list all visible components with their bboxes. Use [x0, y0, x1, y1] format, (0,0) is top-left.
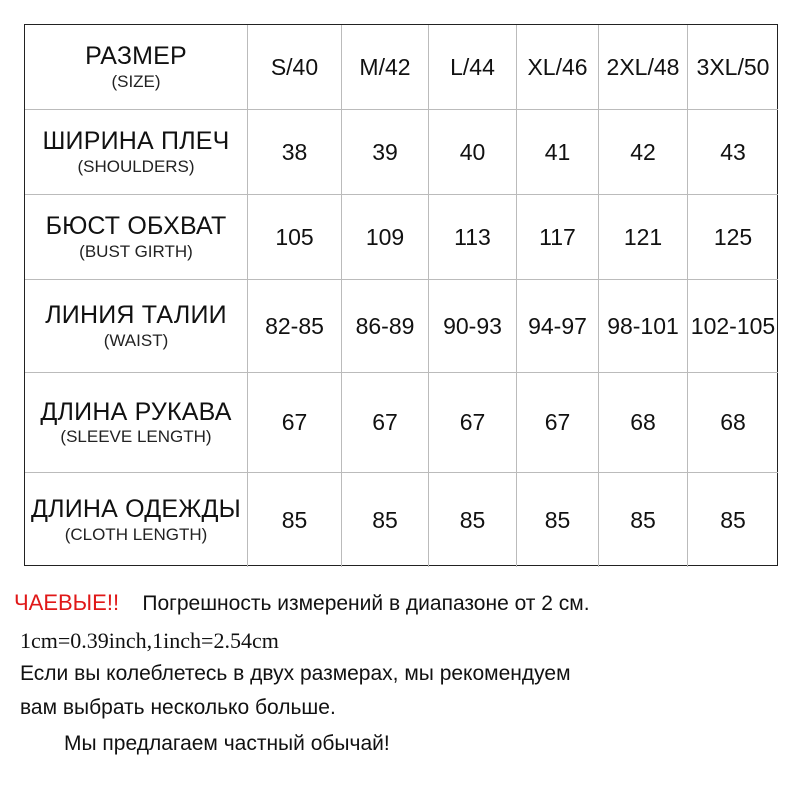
table-cell: 90-93: [429, 280, 517, 373]
header-size-en: (SIZE): [111, 71, 161, 91]
row-label-en: (SLEEVE LENGTH): [60, 427, 212, 447]
header-size-ru: РАЗМЕР: [85, 42, 187, 71]
header-size-xl: XL/46: [517, 25, 599, 110]
row-label-en: (CLOTH LENGTH): [64, 524, 208, 544]
advice-line-1: Если вы колеблетесь в двух размерах, мы рекомендуем: [20, 662, 571, 685]
size-chart-table: [24, 24, 778, 566]
table-cell: 67: [248, 373, 342, 473]
table-cell: 67: [342, 373, 429, 473]
tip-line: [14, 590, 590, 616]
table-cell: 85: [429, 473, 517, 567]
table-cell: 86-89: [342, 280, 429, 373]
row-label-shoulders: [25, 110, 248, 195]
tip-label: ЧАЕВЫЕ!!: [14, 590, 120, 615]
table-cell: 105: [248, 195, 342, 280]
table-cell: 43: [688, 110, 778, 195]
table-cell: 121: [599, 195, 688, 280]
conversion-note: 1cm=0.39inch,1inch=2.54cm: [20, 628, 279, 653]
row-label-ru: БЮСТ ОБХВАТ: [45, 212, 227, 241]
row-label-waist: [25, 280, 248, 373]
row-label-en: (BUST GIRTH): [79, 241, 193, 261]
table-cell: 68: [599, 373, 688, 473]
row-label-cloth-length: [25, 473, 248, 567]
table-cell: 85: [248, 473, 342, 567]
table-cell: 94-97: [517, 280, 599, 373]
header-size-m: M/42: [342, 25, 429, 110]
header-size-label: [25, 25, 248, 110]
table-cell: 40: [429, 110, 517, 195]
row-label-ru: ШИРИНА ПЛЕЧ: [42, 127, 230, 156]
tip-text: Погрешность измерений в диапазоне от 2 см.: [142, 592, 590, 615]
table-cell: 85: [720, 506, 746, 533]
table-cell: 85: [599, 473, 688, 567]
table-cell: 42: [599, 110, 688, 195]
table-cell: 109: [342, 195, 429, 280]
row-label-sleeve: [25, 373, 248, 473]
header-size-l: L/44: [429, 25, 517, 110]
table-cell: 125: [688, 195, 778, 280]
table-cell: 38: [248, 110, 342, 195]
table-cell: 39: [342, 110, 429, 195]
table-cell: 98-101: [599, 280, 688, 373]
row-label-en: (WAIST): [103, 330, 169, 350]
table-cell: 85: [342, 473, 429, 567]
header-size-2xl: 2XL/48: [599, 25, 688, 110]
header-size-3xl: 3XL/50: [688, 25, 778, 110]
row-label-bust: [25, 195, 248, 280]
row-label-ru: ЛИНИЯ ТАЛИИ: [45, 301, 227, 330]
table-cell: 117: [517, 195, 599, 280]
header-size-s: S/40: [248, 25, 342, 110]
row-label-en: (SHOULDERS): [77, 156, 195, 176]
table-cell: 67: [429, 373, 517, 473]
table-cell: 82-85: [248, 280, 342, 373]
table-cell: 113: [429, 195, 517, 280]
row-label-ru: ДЛИНА РУКАВА: [40, 397, 232, 426]
table-cell: 67: [517, 373, 599, 473]
table-cell: 41: [517, 110, 599, 195]
custom-order-note: Мы предлагаем частный обычай!: [64, 732, 390, 755]
advice-line-2: вам выбрать несколько больше.: [20, 696, 336, 719]
table-cell: 85: [517, 473, 599, 567]
table-cell: 68: [688, 373, 778, 473]
row-label-ru: ДЛИНА ОДЕЖДЫ: [30, 495, 242, 524]
table-cell: 102-105: [688, 280, 778, 373]
